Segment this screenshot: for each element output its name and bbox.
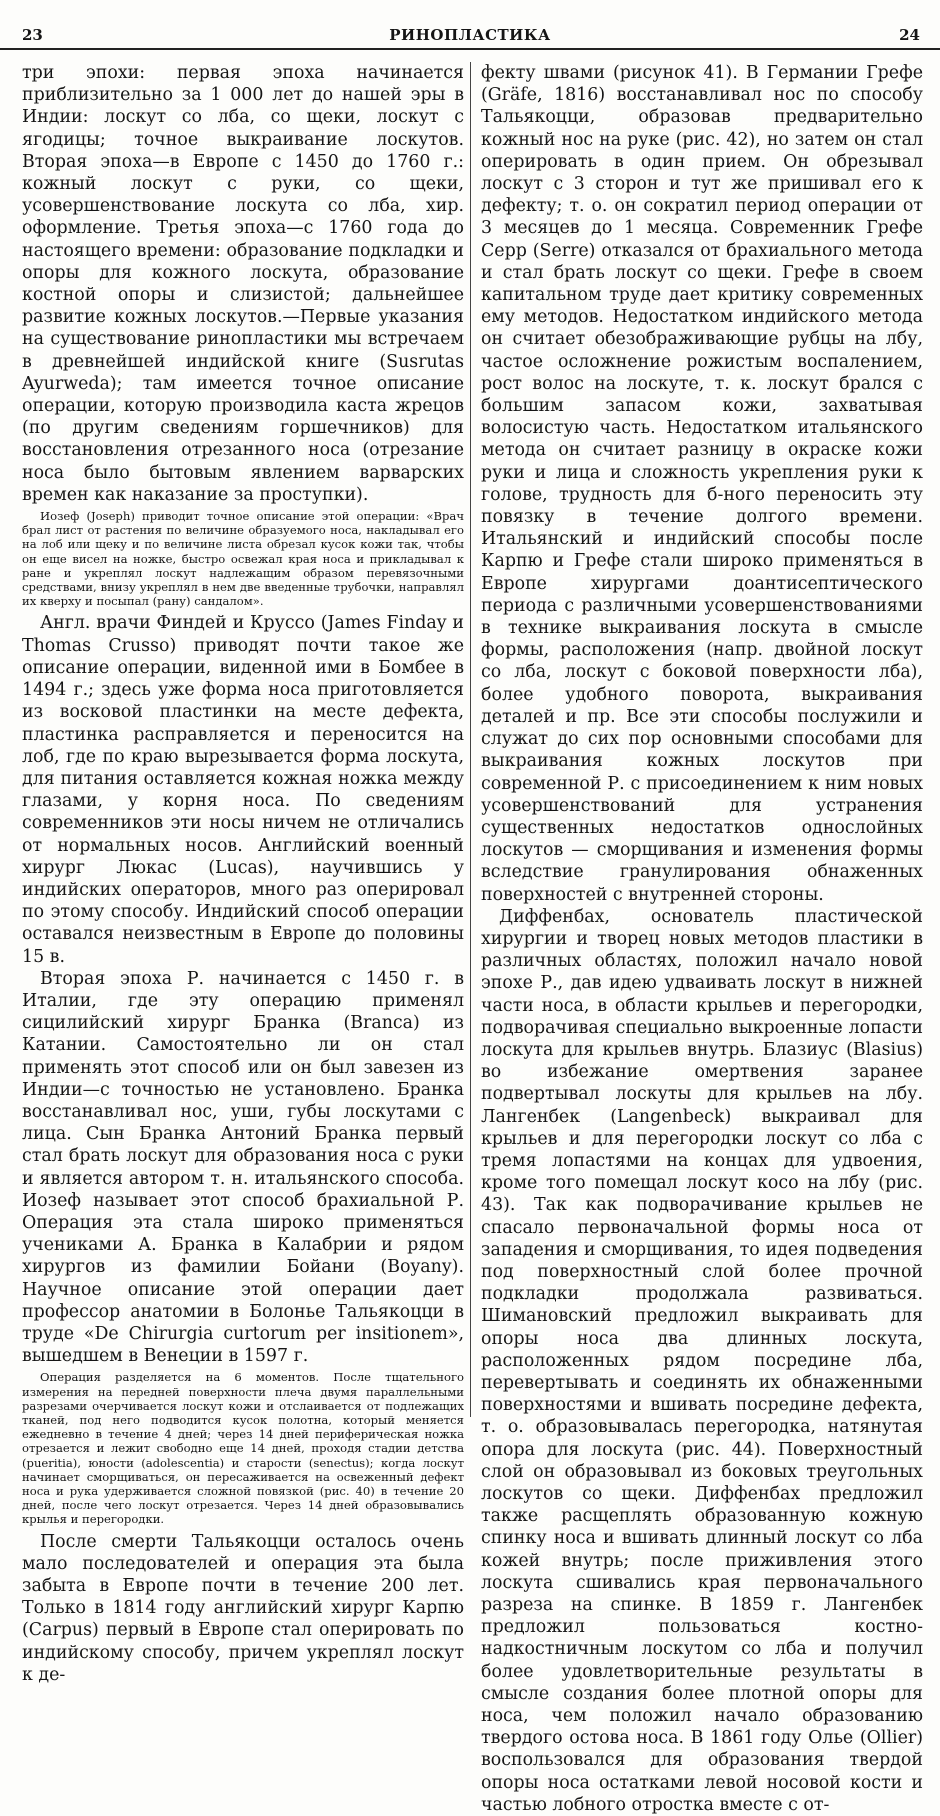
footnote-paragraph: Иозеф (Joseph) приводит точное описание этой операции: «Врач брал лист от растения по величине образуемого носа, накладывал его на лоб или щеку и по величине листа обрезал кусок кожи так, чтобы он еще висел на ножке, быстро освежал края носа и прикладывал к ране и укреплял лоскут надлежащим образом перевязочными средствами, внизу укреплял в нем две введенные трубочки, направлял их кверху и посыпал (рану) сандалом». xyxy=(22,509,464,609)
page-number-right: 24 xyxy=(899,26,920,44)
running-title: РИНОПЛАСТИКА xyxy=(389,26,551,44)
paragraph: После смерти Тальякоцци осталось очень мало последователей и операция эта была забыта в Европе почти в течение 200 лет. Только в 1814 году английский хирург Карпю (Carpus) первый в Европе стал оперировать по индийскому способу, причем укреплял лоскут к де- xyxy=(22,1531,464,1685)
paragraph: Англ. врачи Финдей и Круссо (James Finday и Thomas Crusso) приводят почти такое же описание операции, виденной ими в Бомбее в 1494 г.; здесь уже форма носа приготовляется из восковой пластинки на месте дефекта, пластинка расправляется и переносится на лоб, где по краю вырезывается форма лоскута, для питания оставляется кожная ножка между глазами, у корня носа. По сведениям современников эти носы ничем не отличались от нормальных носов. Английский военный хирург Люкас (Lucas), научившись у индийских операторов, много раз оперировал по этому способу. Индийский способ операции оставался неизвестным в Европе до половины 15 в. xyxy=(22,613,464,967)
paragraph: три эпохи: первая эпоха начинается приблизительно за 1 000 лет до нашей эры в Индии: лоскут со лба, со щеки, лоскут с ягодицы; точное выкраивание лоскутов. Вторая эпоха—в Европе с 1450 до 1760 г.: кожный лоскут с руки, со щеки, усовершенствование лоскута со лба, хир. оформление. Третья эпоха—с 1760 года до настоящего времени: образование подкладки и опоры для кожного лоскута, образование костной опоры и слизистой; дальнейшее развитие кожных лоскутов.—Первые указания на существование ринопластики мы встречаем в древнейшей индийской книге (Susrutas Ayurweda); там имеется точное описание операции, которую производила каста жрецов (по другим сведениям горшечников) для восстановления отрезанного носа (отрезание носа было бытовым явлением варварских времен как наказание за проступки). xyxy=(22,63,464,505)
paragraph: фекту швами (рисунок 41). В Германии Грефе (Gräfe, 1816) восстанавливал нос по способу Тальякоцци, образовав предварительно кожный нос на руке (рис. 42), но затем он стал оперировать в один прием. Он обрезывал лоскут с 3 сторон и тут же пришивал его к дефекту; т. о. он сократил период операции от 3 месяцев до 1 месяца. Современник Грефе Серр (Serre) отказался от брахиального метода и стал брать лоскут со щеки. Грефе в своем капитальном труде дает критику современных ему методов. Недостатком индийского метода он считает обезображивающие рубцы на лбу, частое осложнение рожистым воспалением, рост волос на лоскуте, т. к. лоскут брался с большим запасом кожи, захватывая волосистую часть. Недостатком итальянского метода он считает разницу в окраске кожи руки и лица и сложность укрепления руки к голове, трудность для б-ного переносить эту повязку в течение долгого времени. Итальянский и индийский способы после Карпю и Грефе стали широко применяться в Европе хирургами доантисептического периода с различными усовершенствованиями в технике выкраивания лоскута в смысле формы, расположения (напр. двойной лоскут со лба, лоскут с боковой поверхности лба), более удобного поворота, выкраивания деталей и пр. Все эти способы послужили и служат до сих пор основными способами для выкраивания кожных лоскутов при современной Р. с присоединением к ним новых усовершенствований для устранения существенных недостатков однослойных лоскутов — сморщивания и изменения формы вследствие гранулирования обнаженных поверхностей с внутренней стороны. xyxy=(481,63,923,905)
paragraph: Вторая эпоха Р. начинается с 1450 г. в Италии, где эту операцию применял сицилийский хирург Бранка (Branca) из Катании. Самостоятельно ли он стал применять этот способ или он был завезен из Индии—с точностью не установлено. Бранка восстанавливал нос, уши, губы лоскутами с лица. Сын Бранка Антоний Бранка первый стал брать лоскут для образования носа с руки и является автором т. н. итальянского способа. Иозеф называет этот способ брахиальной Р. Операция эта стала широко применяться учениками А. Бранка в Калабрии и рядом хирургов из фамилии Бойани (Boyany). Научное описание этой операции дает профессор анатомии в Болонье Тальякоцци в труде «De Chirurgia curtorum per insitionem», вышедшем в Венеции в 1597 г. xyxy=(22,968,464,1367)
footnote-paragraph: Операция разделяется на 6 моментов. После тщательного измерения на передней поверхности плеча двумя параллельными разрезами очерчивается лоскут кожи и отслаивается от подлежащих тканей, под него подводится кусок полотна, который меняется ежедневно в течение 4 дней; через 14 дней периферическая ножка отрезается и лежит свободно еще 14 дней, проходя стадии детства (pueritia), юности (adolescentia) и старости (senectus); когда лоскут начинает сморщиваться, он пересаживается на освеженный дефект носа и рука удерживается сложной повязкой (рис. 40) в течение 20 дней, после чего лоскут отрезается. Через 14 дней образовывались крылья и перегородки. xyxy=(22,1370,464,1527)
left-column xyxy=(22,62,464,1685)
right-column xyxy=(481,62,923,1815)
running-header xyxy=(0,22,940,50)
page-number-left: 23 xyxy=(22,26,43,44)
column-divider xyxy=(470,62,471,1417)
paragraph: Диффенбах, основатель пластической хирургии и творец новых методов пластики в различных областях, положил начало новой эпохе Р., дав идею удваивать лоскут в нижней части носа, в области крыльев и перегородки, подворачивая специально выкроенные лопасти лоскута для крыльев внутрь. Блазиус (Blasius) во избежание омертвения заранее подвертывал лоскуты для крыльев на лбу. Лангенбек (Langenbeck) выкраивал для крыльев и для перегородки лоскут со лба с тремя лопастями на концах для удвоения, кроме того помещал лоскут косо на лбу (рис. 43). Так как подворачивание крыльев не спасало первоначальной формы носа от западения и сморщивания, то идея подведения под поверхностный слой более прочной подкладки продолжала развиваться. Шимановский предложил выкраивать для опоры носа два длинных лоскута, расположенных рядом посредине лба, перевертывать и соединять их обнаженными поверхностями и вшивать посредине дефекта, т. о. образовывалась перегородка, натянутая опора для лоскута (рис. 44). Поверхностный слой он образовывал из боковых треугольных лоскутов со щеки. Диффенбах предложил также расщеплять образованную кожную спинку носа и вшивать длинный лоскут со лба кожей внутрь; после приживления этого лоскута сшивались края первоначального разреза на спинке. В 1859 г. Лангенбек предложил пользоваться костно-надкостничным лоскутом со лба и получил более удовлетворительные результаты в смысле создания более плотной опоры для носа, чем положил начало образованию твердого остова носа. В 1861 году Олье (Ollier) воспользовался для образования твердой опоры носа остатками левой носовой кости и частью лобного отростка вместе с от- xyxy=(481,906,923,1815)
